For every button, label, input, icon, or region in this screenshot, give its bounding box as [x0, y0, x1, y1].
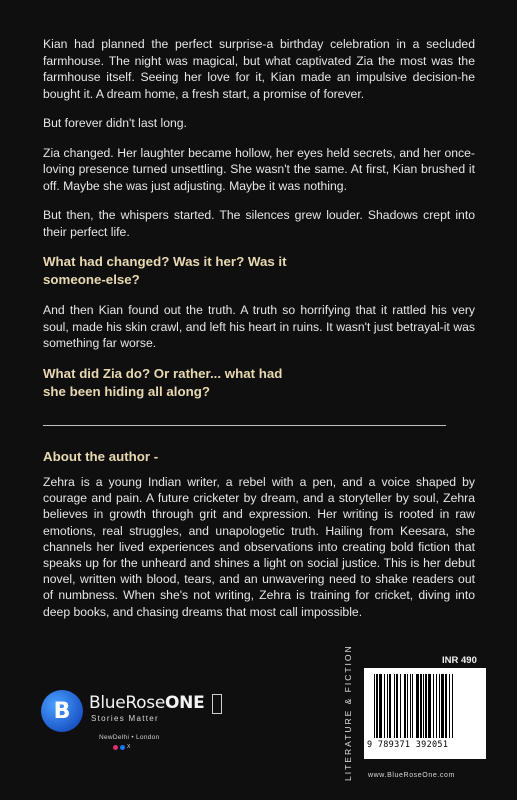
barcode-bar [449, 674, 450, 738]
barcode-bar [404, 674, 406, 738]
barcode-bar [394, 674, 395, 738]
barcode-bar [396, 674, 398, 738]
barcode-bar [428, 674, 431, 738]
blurb-question: What did Zia do? Or rather... what had she been hiding all along? [43, 365, 283, 399]
publisher-logo [41, 690, 231, 760]
divider [43, 425, 446, 426]
barcode-bar [400, 674, 401, 738]
barcode [364, 668, 486, 759]
x-icon: X [127, 744, 131, 750]
barcode-bar [420, 674, 422, 738]
barcode-bar [445, 674, 447, 738]
blurb-section [43, 36, 475, 414]
publisher-name-regular: BlueRose [89, 693, 165, 713]
social-icons [113, 744, 130, 750]
publisher-mark-box [212, 694, 222, 714]
genre-label: LITERATURE & FICTION [343, 644, 353, 781]
barcode-bar [416, 674, 419, 738]
barcode-bar [374, 674, 375, 738]
barcode-bar [412, 674, 413, 738]
barcode-bar [389, 674, 391, 738]
publisher-name [89, 693, 204, 713]
about-heading: About the author - [43, 449, 159, 464]
barcode-bar [423, 674, 424, 738]
barcode-bar [439, 674, 440, 738]
blurb-paragraph: Kian had planned the perfect surprise-a birthday celebration in a secluded farmhouse. The night was magical, but what captivated Zia the most was the farmhouse itself. Seeing her love for it, Kian made an impulsive decision-he bought it. A dream home, a fresh start, a promise of forever. [43, 37, 475, 101]
website-url: www.BlueRoseOne.com [368, 772, 455, 779]
about-text: Zehra is a young Indian writer, a rebel with a pen, and a voice shaped by courage and pain. A future cricketer by dream, and a storyteller by soul, Zehra believes in growth through grit and expression. Her writing is rooted in raw emotions, real struggles, and unapologetic truth. Hailing from Keesara, she channels her lived experiences and observations into creating bold fiction that speaks up for the unheard and shines a light on social justice. This is her debut novel, written with blood, tears, and an unwavering need to shake readers out of numbness. When she's not writing, Zehra is training for cricket, diving into deep books, and chasing dreams that most call impossible. [43, 475, 475, 619]
barcode-bar [407, 674, 408, 738]
instagram-icon [113, 745, 118, 750]
barcode-bar [410, 674, 411, 738]
barcode-bars [374, 674, 476, 738]
blurb-paragraph: And then Kian found out the truth. A truth so horrifying that it rattled his very soul, made his skin crawl, and left his heart in ruins. It wasn't just betrayal-it was something far worse. [43, 303, 475, 350]
barcode-bar [425, 674, 427, 738]
barcode-bar [376, 674, 378, 738]
blurb-paragraph: But forever didn't last long. [43, 116, 187, 130]
blurb-paragraph: Zia changed. Her laughter became hollow, her eyes held secrets, and her once-loving presence turned unsettling. She wasn't the same. At first, Kian brushed it off. Maybe she was just adjusting. Maybe it was nothing. [43, 145, 475, 193]
barcode-bar [441, 674, 444, 738]
facebook-icon [120, 745, 125, 750]
publisher-cities: NewDelhi • London [99, 734, 160, 741]
barcode-bar [436, 674, 437, 738]
blurb-paragraph: But then, the whispers started. The silences grew louder. Shadows crept into their perfect life. [43, 208, 475, 239]
blurb-question: What had changed? Was it her? Was it someone-else? [43, 254, 287, 287]
publisher-name-bold: ONE [164, 693, 205, 713]
price-label: INR 490 [442, 655, 477, 666]
barcode-bar [452, 674, 453, 738]
barcode-bar [387, 674, 388, 738]
barcode-bar [433, 674, 434, 738]
barcode-bar [379, 674, 382, 738]
barcode-bar [384, 674, 385, 738]
isbn-number: 9 789371 392051 [367, 740, 449, 750]
publisher-logo-icon: B [41, 690, 83, 732]
publisher-tagline: Stories Matter [91, 714, 159, 723]
